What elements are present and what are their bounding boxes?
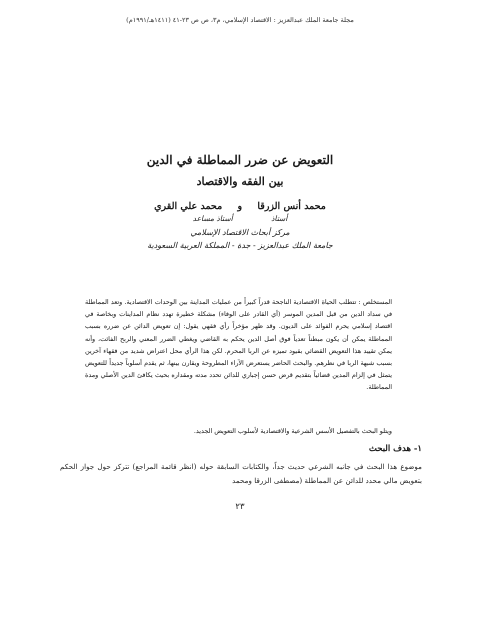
- author-names: [60, 201, 420, 212]
- author-first-rank: أستاذ: [271, 214, 288, 223]
- authors-block: [60, 201, 420, 250]
- author-first: محمد أنس الزرقا: [257, 201, 326, 212]
- research-center: مركز أبحاث الاقتصاد الإسلامي: [190, 228, 290, 237]
- abstract-text: المستخلص : تتطلب الحياة الاقتصادية الناجحة قدراً كبيراً من عمليات المداينة بين الوحدات الاقتصادية. وتعد المماطلة في سداد الدين من قبل المدين الموسر (أي القادر على الوفاء) مشكلة خطيرة تهدد نظام المداينات وبخاصة في اقتصاد إسلامي يحرم الفوائد على الديون. وقد ظهر مؤخراً رأي فقهي يقول: إن تعويض الدائن عن ضرره بسبب المماطلة يمكن أن يكون مبطناً تعدياً فوق أصل الدين يحكم به القاضي ويغطي الضرر المعني والربح الفائت، وأنه يمكن تقييد هذا التعويض القضائي بقيود تميزه عن الربا المحرم. لكن هذا الرأي محل اعتراض شديد من فقهاء آخرين بسبب شبهة الربا في نظرهم. والبحث الحاضر يستعرض الآراء المطروحة ويقارن بينها، ثم يقدم أسلوباً جديداً للتعويض يتمثل في إلزام المدين قضائياً بتقديم قرض حسن إجباري للدائن تحدد مدته ومقداره بحيث يكافئ الدين الأصلي ومدة المماطلة.: [85, 298, 392, 392]
- author-ranks: [60, 214, 420, 223]
- section-heading: ١- هدف البحث: [368, 444, 422, 454]
- paper-subtitle: بين الفقه والاقتصاد: [196, 174, 284, 188]
- section-body: موضوع هذا البحث في جانبه الشرعي حديث جداً، والكتابات السابقة حوله (انظر قائمة المراجع) تتركز حول جواز الحكم بتعويض مالي محدد للدائن عن المماطلة (مصطفى الزرقا ومحمد: [60, 462, 422, 485]
- author-second: محمد علي القري: [154, 201, 223, 212]
- author-conjunction: و: [237, 201, 243, 212]
- university-affiliation: جامعة الملك عبدالعزيز - جدة - المملكة العربية السعودية: [147, 241, 333, 250]
- title-block: [60, 152, 420, 189]
- author-second-rank: أستاذ مساعد: [192, 214, 233, 223]
- abstract-conclusion: ويتلو البحث بالتفصيل الأسس الشرعية والاقتصادية لأسلوب التعويض الجديد.: [193, 427, 392, 435]
- running-header: مجلة جامعة الملك عبدالعزيز : الاقتصاد الإسلامي، م٣، ص ص ٢٣-٤١ (١٤١١هـ/١٩٩١م): [126, 16, 354, 24]
- page-number: ٢٣: [235, 502, 245, 512]
- paper-title: التعويض عن ضرر المماطلة في الدين: [146, 153, 334, 167]
